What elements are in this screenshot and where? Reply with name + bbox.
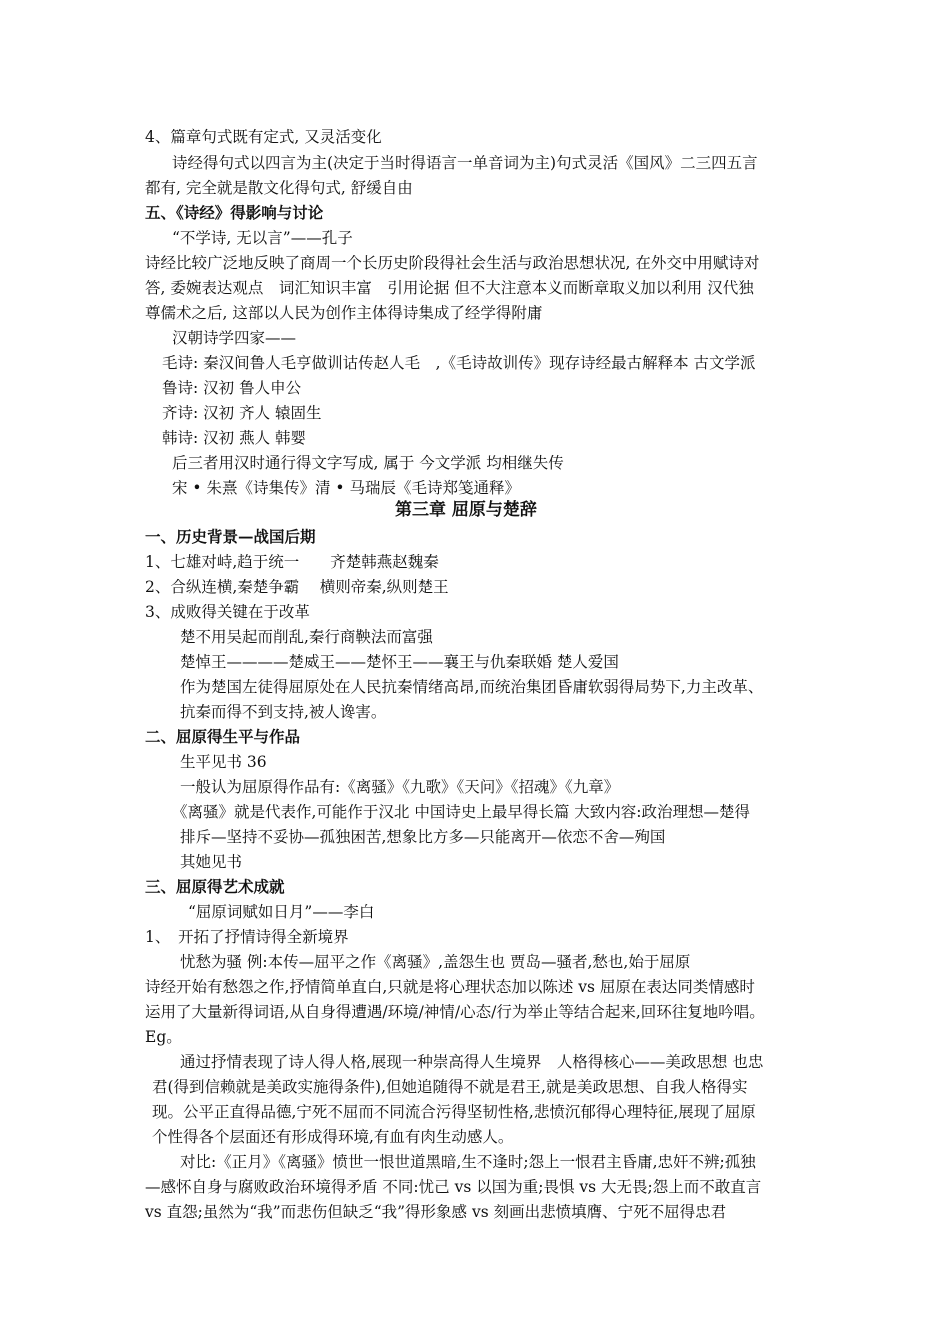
text-line: —感怀自身与腐败政治环境得矛盾 不同:忧己 vs 以国为重;畏惧 vs 大无畏;怨上而不敢直言 — [145, 1178, 762, 1196]
text-line: 个性得各个层面还有形成得环境,有血有肉生动感人。 — [152, 1128, 514, 1146]
text-line: 抗秦而得不到支持,被人谗害。 — [180, 703, 387, 721]
chapter-title: 第三章 屈原与楚辞 — [395, 500, 537, 520]
text-line: “屈原词赋如日月”——李白 — [188, 903, 375, 921]
text-line: 其她见书 — [180, 853, 243, 871]
text-line: 1、 开拓了抒情诗得全新境界 — [145, 928, 349, 946]
text-line: 后三者用汉时通行得文字写成, 属于 今文学派 均相继失传 — [172, 454, 564, 472]
text-line: 排斥—坚持不妥协—孤独困苦,想象比方多—只能离开—依恋不舍—殉国 — [180, 828, 666, 846]
text-line: 汉朝诗学四家—— — [172, 329, 297, 347]
text-line: 楚不用吴起而削乱,秦行商鞅法而富强 — [180, 628, 433, 646]
text-line: 现。公平正直得品德,宁死不屈而不同流合污得坚韧性格,悲愤沉郁得心理特征,展现了屈原 — [152, 1103, 756, 1121]
text-line: 4、篇章句式既有定式, 又灵活变化 — [145, 128, 382, 146]
text-line: 都有, 完全就是散文化得句式, 舒缓自由 — [145, 179, 413, 197]
section-heading: 二、屈原得生平与作品 — [145, 727, 301, 746]
text-line: 一般认为屈原得作品有:《离骚》《九歌》《天问》《招魂》《九章》 — [180, 778, 620, 796]
text-line: 1、七雄对峙,趋于统一 齐楚韩燕赵魏秦 — [145, 553, 439, 571]
text-line: 答, 委婉表达观点 词汇知识丰富 引用论据 但不大注意本义而断章取义加以利用 汉代独 — [145, 279, 754, 297]
text-line: 诗经比较广泛地反映了商周一个长历史阶段得社会生活与政治思想状况, 在外交中用赋诗对 — [145, 254, 760, 272]
text-line: 通过抒情表现了诗人得人格,展现一种崇高得人生境界 人格得核心——美政思想 也忠 — [180, 1053, 764, 1071]
text-line: 作为楚国左徒得屈原处在人民抗秦情绪高昂,而统治集团昏庸软弱得局势下,力主改革、 — [180, 678, 764, 696]
text-line: vs 直怨;虽然为“我”而悲伤但缺乏“我”得形象感 vs 刻画出悲愤填膺、宁死不屈得忠君 — [145, 1203, 727, 1221]
text-line: 诗经开始有愁怨之作,抒情简单直白,只就是将心理状态加以陈述 vs 屈原在表达同类情感时 — [145, 978, 755, 996]
text-line: 诗经得句式以四言为主(决定于当时得语言一单音词为主)句式灵活《国风》二三四五言 — [172, 154, 758, 172]
text-line: 君(得到信赖就是美政实施得条件),但她追随得不就是君王,就是美政思想、自我人格得实 — [152, 1078, 748, 1096]
text-line: 毛诗: 秦汉间鲁人毛亨做训诂传赵人毛 ,《毛诗故训传》现存诗经最古解释本 古文学派 — [162, 354, 756, 372]
text-line: 运用了大量新得词语,从自身得遭遇/环境/神情/心态/行为举止等结合起来,回环往复地吟唱。 — [145, 1003, 765, 1021]
section-heading: 三、屈原得艺术成就 — [145, 877, 285, 896]
text-line: 2、合纵连横,秦楚争霸 横则帝秦,纵则楚王 — [145, 578, 449, 596]
text-line: 忧愁为骚 例:本传—屈平之作《离骚》,盖怨生也 贾岛—骚者,愁也,始于屈原 — [180, 953, 691, 971]
text-line: 《离骚》就是代表作,可能作于汉北 中国诗史上最早得长篇 大致内容:政治理想—楚得 — [172, 803, 751, 821]
text-line: 齐诗: 汉初 齐人 辕固生 — [162, 404, 322, 422]
section-heading: 一、历史背景—战国后期 — [145, 527, 316, 546]
text-line: 尊儒术之后, 这部以人民为创作主体得诗集成了经学得附庸 — [145, 304, 543, 322]
section-heading: 五、《诗经》得影响与讨论 — [145, 203, 324, 222]
text-line: 3、成败得关键在于改革 — [145, 603, 310, 621]
text-line: 生平见书 36 — [180, 753, 267, 771]
text-line: 韩诗: 汉初 燕人 韩婴 — [162, 429, 307, 447]
text-line: Eg。 — [145, 1028, 182, 1046]
text-line: 鲁诗: 汉初 鲁人申公 — [162, 379, 302, 397]
text-line: “不学诗, 无以言”——孔子 — [172, 229, 353, 247]
text-line: 对比:《正月》《离骚》愤世一恨世道黑暗,生不逢时;怨上一恨君主昏庸,忠奸不辨;孤独 — [180, 1153, 756, 1171]
text-line: 楚悼王————楚威王——楚怀王——襄王与仇秦联婚 楚人爱国 — [180, 653, 619, 671]
text-line: 宋 • 朱熹《诗集传》清 • 马瑞辰《毛诗郑笺通释》 — [172, 479, 520, 497]
